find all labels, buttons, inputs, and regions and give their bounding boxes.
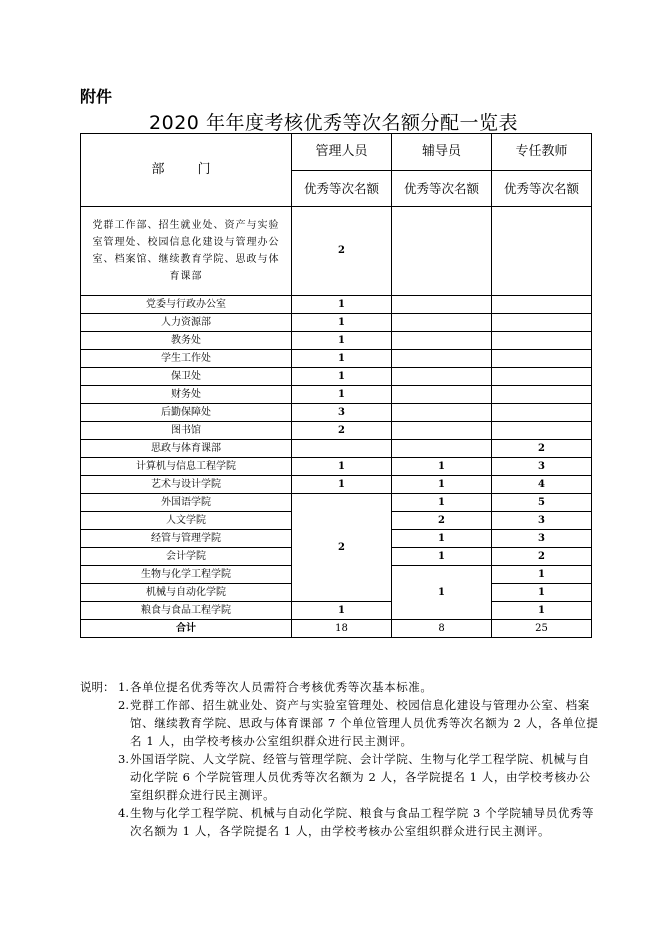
table-row — [81, 476, 592, 494]
table-row — [81, 494, 592, 512]
teacher-cell — [492, 332, 592, 350]
table-row — [81, 314, 592, 332]
teacher-cell: 1 — [492, 602, 592, 620]
total-admin: 18 — [292, 620, 392, 638]
teacher-cell: 3 — [492, 458, 592, 476]
dept-cell: 生物与化学工程学院 — [81, 566, 292, 584]
admin-cell: 1 — [292, 602, 392, 620]
counselor-cell — [392, 296, 492, 314]
note-item — [80, 696, 600, 750]
counselor-cell — [392, 440, 492, 458]
page-title: 2020 年年度考核优秀等次名额分配一览表 — [149, 112, 518, 134]
notes-lead: 说明： — [80, 680, 115, 694]
dept-cell: 机械与自动化学院 — [81, 584, 292, 602]
total-label: 合计 — [81, 620, 292, 638]
header-counselor: 辅导员 — [392, 134, 492, 171]
counselor-cell: 2 — [392, 512, 492, 530]
admin-cell: 1 — [292, 386, 392, 404]
table-row — [81, 404, 592, 422]
dept-cell: 人力资源部 — [81, 314, 292, 332]
counselor-cell — [392, 368, 492, 386]
admin-cell: 2 — [292, 422, 392, 440]
note-indent — [80, 750, 118, 804]
teacher-cell — [492, 314, 592, 332]
teacher-cell — [492, 368, 592, 386]
teacher-cell — [492, 386, 592, 404]
header-row — [81, 134, 592, 171]
admin-cell: 1 — [292, 350, 392, 368]
table-row — [81, 602, 592, 620]
teacher-cell: 3 — [492, 512, 592, 530]
header-admin-quota: 优秀等次名额 — [292, 171, 392, 207]
admin-cell: 2 — [292, 207, 392, 296]
table-row — [81, 422, 592, 440]
admin-cell: 1 — [292, 476, 392, 494]
dept-cell: 财务处 — [81, 386, 292, 404]
counselor-cell — [392, 314, 492, 332]
note-item — [80, 678, 600, 696]
dept-cell: 后勤保障处 — [81, 404, 292, 422]
counselor-cell: 1 — [392, 494, 492, 512]
note-number: 2. — [118, 698, 129, 712]
admin-cell: 1 — [292, 332, 392, 350]
counselor-cell — [392, 404, 492, 422]
teacher-cell: 2 — [492, 440, 592, 458]
table-row — [81, 386, 592, 404]
counselor-cell — [392, 386, 492, 404]
teacher-cell: 1 — [492, 566, 592, 584]
note-indent — [80, 696, 118, 750]
teacher-cell: 2 — [492, 548, 592, 566]
admin-cell: 1 — [292, 314, 392, 332]
dept-cell: 外国语学院 — [81, 494, 292, 512]
note-number: 3. — [118, 752, 129, 766]
teacher-cell — [492, 296, 592, 314]
table-row — [81, 458, 592, 476]
table-row — [81, 368, 592, 386]
counselor-cell: 1 — [392, 548, 492, 566]
note-text: 生物与化学工程学院、机械与自动化学院、粮食与食品工程学院 3 个学院辅导员优秀等次名额为 1 人，各学院提名 1 人，由学校考核办公室组织群众进行民主测评。 — [130, 806, 595, 838]
dept-cell: 党群工作部、招生就业处、资产与实验室管理处、校园信息化建设与管理办公室、档案馆、继续教育学院、思政与体育课部 — [81, 207, 292, 296]
admin-cell: 1 — [292, 296, 392, 314]
teacher-cell: 4 — [492, 476, 592, 494]
dept-cell: 艺术与设计学院 — [81, 476, 292, 494]
counselor-cell — [392, 350, 492, 368]
teacher-cell — [492, 350, 592, 368]
dept-cell: 会计学院 — [81, 548, 292, 566]
dept-cell: 教务处 — [81, 332, 292, 350]
teacher-cell: 5 — [492, 494, 592, 512]
admin-cell: 1 — [292, 368, 392, 386]
table-row — [81, 332, 592, 350]
attachment-label: 附件 — [80, 87, 113, 106]
counselor-cell — [392, 332, 492, 350]
counselor-cell: 1 — [392, 476, 492, 494]
teacher-cell: 1 — [492, 584, 592, 602]
header-counselor-quota: 优秀等次名额 — [392, 171, 492, 207]
notes-section — [80, 678, 600, 840]
counselor-cell — [392, 207, 492, 296]
admin-merged-cell: 2 — [292, 494, 392, 602]
quota-table — [80, 133, 592, 638]
dept-cell: 学生工作处 — [81, 350, 292, 368]
teacher-cell — [492, 404, 592, 422]
dept-cell: 人文学院 — [81, 512, 292, 530]
total-row — [81, 620, 592, 638]
table-row — [81, 207, 592, 296]
dept-cell: 粮食与食品工程学院 — [81, 602, 292, 620]
teacher-cell: 3 — [492, 530, 592, 548]
teacher-cell — [492, 207, 592, 296]
table-row — [81, 350, 592, 368]
header-dept: 部 门 — [81, 134, 292, 207]
counselor-cell: 1 — [392, 530, 492, 548]
dept-cell: 思政与体育课部 — [81, 440, 292, 458]
admin-cell — [292, 440, 392, 458]
header-teacher: 专任教师 — [492, 134, 592, 171]
note-text: 党群工作部、招生就业处、资产与实验室管理处、校园信息化建设与管理办公室、档案馆、继续教育学院、思政与体育课部 7 个单位管理人员优秀等次名额为 2 人，各单位提名 1 人，由学校考核办公室组织群众进行民主测评。 — [130, 698, 599, 748]
counselor-cell — [392, 422, 492, 440]
dept-cell: 图书馆 — [81, 422, 292, 440]
table-row — [81, 440, 592, 458]
total-teacher: 25 — [492, 620, 592, 638]
dept-cell: 经管与管理学院 — [81, 530, 292, 548]
dept-cell: 党委与行政办公室 — [81, 296, 292, 314]
table-row — [81, 296, 592, 314]
counselor-merged-cell: 1 — [392, 566, 492, 620]
note-number: 4. — [118, 806, 129, 820]
header-admin: 管理人员 — [292, 134, 392, 171]
note-item — [80, 804, 600, 840]
admin-cell: 1 — [292, 458, 392, 476]
note-text: 各单位提名优秀等次人员需符合考核优秀等次基本标准。 — [130, 680, 433, 694]
note-number: 1. — [118, 680, 129, 694]
dept-cell: 保卫处 — [81, 368, 292, 386]
header-teacher-quota: 优秀等次名额 — [492, 171, 592, 207]
note-indent — [80, 804, 118, 840]
total-counselor: 8 — [392, 620, 492, 638]
counselor-cell: 1 — [392, 458, 492, 476]
note-text: 外国语学院、人文学院、经管与管理学院、会计学院、生物与化学工程学院、机械与自动化学院 6 个学院管理人员优秀等次名额为 2 人，各学院提名 1 人，由学校考核办公室组织群众进行民主测评。 — [130, 752, 591, 802]
note-item — [80, 750, 600, 804]
admin-cell: 3 — [292, 404, 392, 422]
dept-cell: 计算机与信息工程学院 — [81, 458, 292, 476]
teacher-cell — [492, 422, 592, 440]
